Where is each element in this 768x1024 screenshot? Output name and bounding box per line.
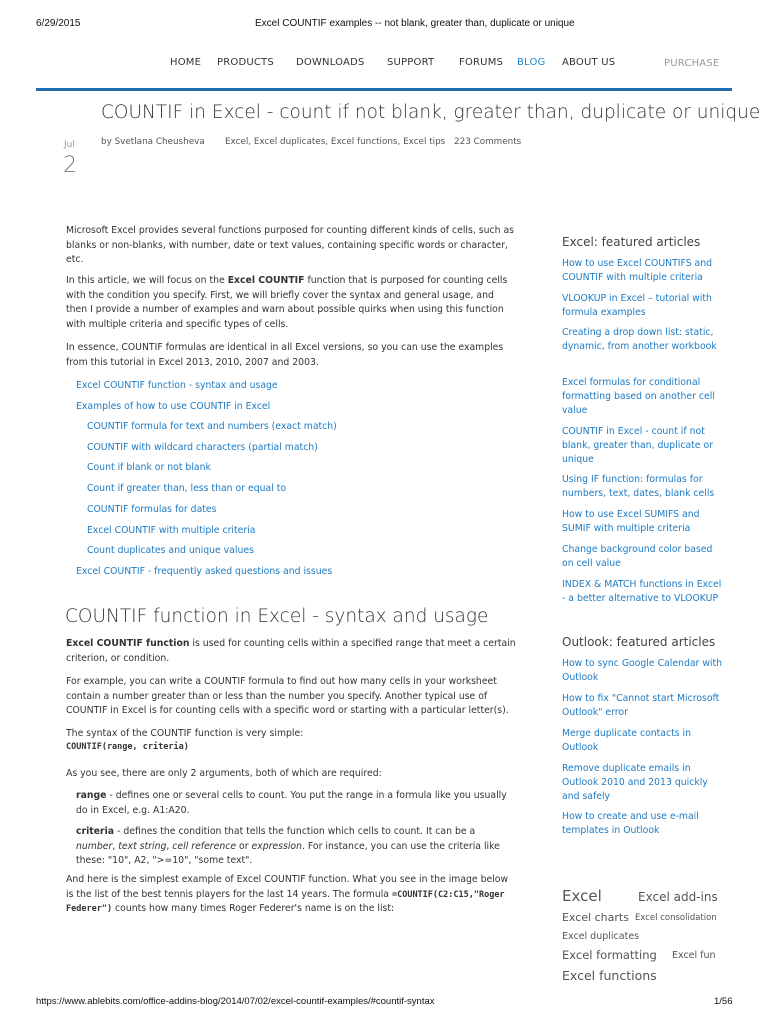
toc-link[interactable]: Excel COUNTIF - frequently asked questions and issues xyxy=(76,566,333,577)
nav-support[interactable]: SUPPORT xyxy=(387,57,435,68)
argument-range: range - defines one or several cells to count. You put the range in a formula like you usually do in Excel, e.g. A1:A20. xyxy=(76,790,507,816)
toc-link[interactable]: Excel COUNTIF with multiple criteria xyxy=(87,525,256,536)
tag-link[interactable]: Excel fun xyxy=(672,950,716,961)
post-day: 2 xyxy=(63,153,77,178)
toc-link[interactable]: COUNTIF formula for text and numbers (exact match) xyxy=(87,421,337,432)
sidebar-link[interactable]: Remove duplicate emails in Outlook 2010 and 2013 quickly and safely xyxy=(562,763,708,802)
sidebar-link[interactable]: How to use Excel COUNTIFS and COUNTIF with multiple criteria xyxy=(562,258,713,283)
post-comments[interactable]: 223 Comments xyxy=(454,137,522,147)
print-title: Excel COUNTIF examples -- not blank, greater than, duplicate or unique xyxy=(255,18,575,29)
toc-link[interactable]: COUNTIF formulas for dates xyxy=(87,504,217,515)
post-month: Jul xyxy=(64,140,75,150)
syntax-code: COUNTIF(range, criteria) xyxy=(66,742,189,752)
nav-products[interactable]: PRODUCTS xyxy=(217,57,274,68)
section-paragraph-2: For example, you can write a COUNTIF formula to find out how many cells in your worksheet contain a number greater than or less than the number you specify. Another typical use of COUNTIF in Excel is for counting cells with a specific word or starting with a particular letter(s). xyxy=(66,676,509,716)
sidebar-link[interactable]: VLOOKUP in Excel – tutorial with formula examples xyxy=(562,293,712,318)
argument-criteria: criteria - defines the condition that tells the function which cells to count. It can be a number, text string, cell reference or expression. For instance, you can use the criteria like these: "10", A2, ">=10", "some text". xyxy=(76,826,500,866)
nav-blog[interactable]: BLOG xyxy=(517,57,546,68)
sidebar-link[interactable]: INDEX & MATCH functions in Excel - a better alternative to VLOOKUP xyxy=(562,579,722,604)
tag-link[interactable]: Excel functions xyxy=(562,968,657,983)
toc-link[interactable]: Count if greater than, less than or equal to xyxy=(87,483,287,494)
sidebar-link[interactable]: Excel formulas for conditional formatting based on another cell value xyxy=(562,377,715,416)
print-date: 6/29/2015 xyxy=(36,18,81,29)
toc-link[interactable]: Count duplicates and unique values xyxy=(87,545,254,556)
section-paragraph-1: Excel COUNTIF function is used for counting cells within a specified range that meet a certain criterion, or condition. xyxy=(66,638,516,664)
section-paragraph-3: The syntax of the COUNTIF function is very simple: xyxy=(66,728,304,739)
sidebar-excel-heading: Excel: featured articles xyxy=(562,235,701,249)
sidebar-link[interactable]: How to create and use e-mail templates in Outlook xyxy=(562,811,699,836)
nav-purchase[interactable]: PURCHASE xyxy=(664,58,720,69)
section-paragraph-5: And here is the simplest example of Excel COUNTIF function. What you see in the image below is the list of the best tennis players for the last 14 years. The formula =COUNTIF(C2:C15,"Roger Federer") counts how many times Roger Federer's name is on the list: xyxy=(66,874,509,914)
post-author[interactable]: by Svetlana Cheusheva xyxy=(101,137,205,147)
toc-link[interactable]: Examples of how to use COUNTIF in Excel xyxy=(76,401,271,412)
nav-forums[interactable]: FORUMS xyxy=(459,57,504,68)
nav-downloads[interactable]: DOWNLOADS xyxy=(296,57,365,68)
sidebar-link[interactable]: Using IF function: formulas for numbers, text, dates, blank cells xyxy=(562,474,715,499)
intro-paragraph-2: In this article, we will focus on the Excel COUNTIF function that is purposed for counting cells with the condition you specify. First, we will briefly cover the syntax and general usage, and then I provide a number of examples and warn about possible quirks when using this function with multiple criteria and specific types of cells. xyxy=(66,275,508,330)
section-paragraph-4: As you see, there are only 2 arguments, both of which are required: xyxy=(66,768,382,779)
tag-link[interactable]: Excel xyxy=(562,887,602,905)
post-title: COUNTIF in Excel - count if not blank, greater than, duplicate or unique xyxy=(101,102,761,123)
tag-link[interactable]: Excel add-ins xyxy=(638,890,718,904)
post-categories[interactable]: Excel, Excel duplicates, Excel functions, Excel tips xyxy=(225,137,446,147)
sidebar-link[interactable]: How to sync Google Calendar with Outlook xyxy=(562,658,723,683)
tag-link[interactable]: Excel duplicates xyxy=(562,931,640,942)
nav-about[interactable]: ABOUT US xyxy=(562,57,616,68)
intro-paragraph-1: Microsoft Excel provides several functions purposed for counting different kinds of cells, such as blanks or non-blanks, with number, date or text values, containing specific words or character, etc. xyxy=(66,225,515,265)
sidebar-link[interactable]: Creating a drop down list: static, dynamic, from another workbook xyxy=(562,327,717,352)
nav-home[interactable]: HOME xyxy=(170,57,202,68)
sidebar-link[interactable]: How to use Excel SUMIFS and SUMIF with multiple criteria xyxy=(562,509,700,534)
toc-link[interactable]: Count if blank or not blank xyxy=(87,462,211,473)
tag-link[interactable]: Excel consolidation xyxy=(635,913,717,923)
sidebar-link[interactable]: COUNTIF in Excel - count if not blank, greater than, duplicate or unique xyxy=(562,426,713,465)
toc-link[interactable]: COUNTIF with wildcard characters (partial match) xyxy=(87,442,318,453)
toc-link[interactable]: Excel COUNTIF function - syntax and usage xyxy=(76,380,278,391)
tag-link[interactable]: Excel charts xyxy=(562,911,629,924)
tag-link[interactable]: Excel formatting xyxy=(562,948,657,962)
section-heading: COUNTIF function in Excel - syntax and usage xyxy=(65,606,489,627)
sidebar-link[interactable]: Merge duplicate contacts in Outlook xyxy=(562,728,692,753)
sidebar-link[interactable]: Change background color based on cell value xyxy=(562,544,713,569)
intro-paragraph-3: In essence, COUNTIF formulas are identical in all Excel versions, so you can use the examples from this tutorial in Excel 2013, 2010, 2007 and 2003. xyxy=(66,342,504,368)
print-url: https://www.ablebits.com/office-addins-blog/2014/07/02/excel-countif-examples/#countif-syntax xyxy=(36,996,435,1007)
sidebar-outlook-heading: Outlook: featured articles xyxy=(562,635,716,649)
print-page-number: 1/56 xyxy=(714,996,733,1007)
nav-underline xyxy=(36,88,732,91)
sidebar-link[interactable]: How to fix "Cannot start Microsoft Outlook" error xyxy=(562,693,720,718)
